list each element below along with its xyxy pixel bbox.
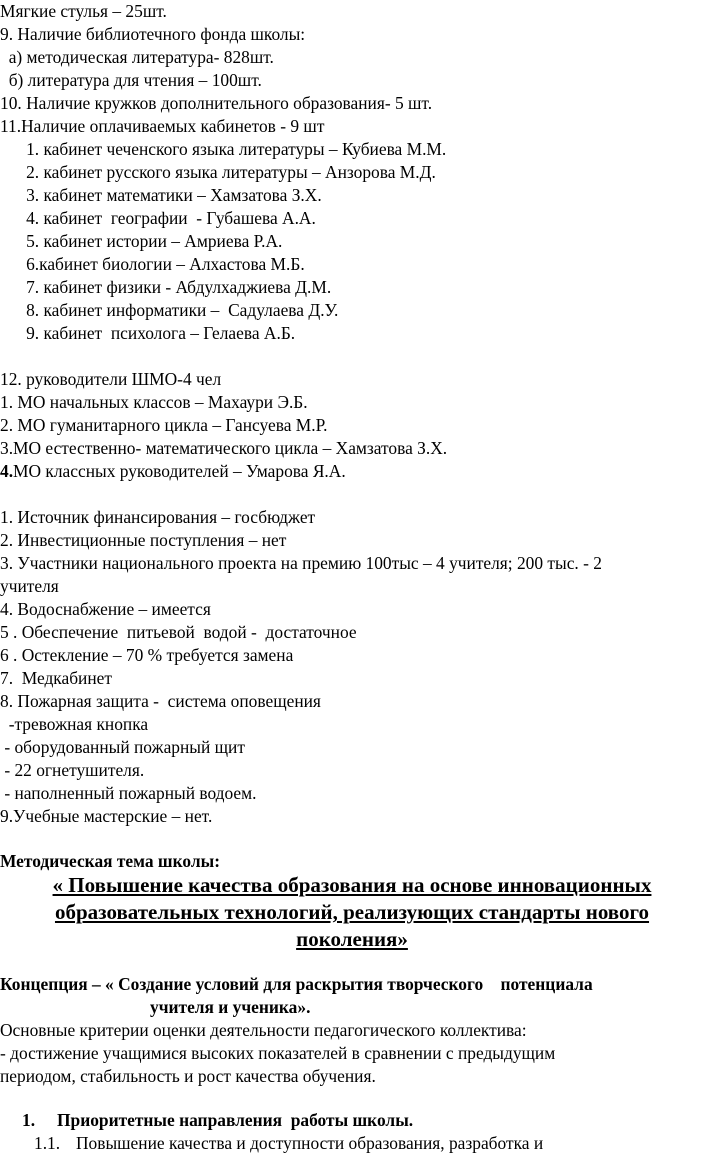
text-line: 1. Источник финансирования – госбюджет	[0, 507, 316, 527]
priority-sub-text: Повышение качества и доступности образования, разработка и	[76, 1133, 544, 1153]
priority-number: 1.	[22, 1110, 36, 1130]
text-line: учителя	[0, 576, 59, 596]
priority-title: Приоритетные направления работы школы.	[57, 1110, 414, 1130]
text-line: - 22 огнетушителя.	[0, 760, 145, 780]
method-theme-line: « Повышение качества образования на основе инновационных	[52, 873, 652, 897]
text-line: 10. Наличие кружков дополнительного образования- 5 шт.	[0, 93, 433, 113]
text-line: 7. Медкабинет	[0, 668, 112, 688]
text-line: 1. кабинет чеченского языка литературы – Кубиева М.М.	[0, 139, 447, 159]
text-line: 4. Водоснабжение – имеется	[0, 599, 211, 619]
concept-line: учителя и ученика».	[150, 997, 311, 1017]
list-number: 4.	[0, 461, 14, 481]
text-line: 9. кабинет психолога – Гелаева А.Б.	[0, 323, 296, 343]
text-line: 8. кабинет информатики – Садулаева Д.У.	[0, 300, 339, 320]
text-line: - наполненный пожарный водоем.	[0, 783, 257, 803]
text-line: 2. Инвестиционные поступления – нет	[0, 530, 287, 550]
method-heading: Методическая тема школы:	[0, 851, 220, 871]
method-theme-line: поколения»	[296, 927, 408, 951]
text-line: 1. МО начальных классов – Махаури Э.Б.	[0, 392, 308, 412]
text-fragment: МО классных руководителей – Умарова Я.А.	[13, 461, 346, 481]
text-line: -тревожная кнопка	[0, 714, 149, 734]
priority-sub-number: 1.1.	[34, 1133, 61, 1153]
text-line: 3. Участники национального проекта на премию 100тыс – 4 учителя; 200 тыс. - 2	[0, 553, 602, 573]
text-line: 9. Наличие библиотечного фонда школы:	[0, 24, 306, 44]
text-line: Мягкие стулья – 25шт.	[0, 1, 167, 21]
criteria-line: - достижение учащимися высоких показателей в сравнении с предыдущим	[0, 1043, 556, 1063]
text-line: 9.Учебные мастерские – нет.	[0, 806, 213, 826]
text-line: 5 . Обеспечение питьевой водой - достаточное	[0, 622, 357, 642]
concept-line: Концепция – « Создание условий для раскрытия творческого потенциала	[0, 974, 593, 994]
text-line: б) литература для чтения – 100шт.	[0, 70, 262, 90]
text-line: 3.МО естественно- математического цикла – Хамзатова З.Х.	[0, 438, 448, 458]
text-line: 2. МО гуманитарного цикла – Гансуева М.Р.	[0, 415, 328, 435]
text-line: а) методическая литература- 828шт.	[0, 47, 274, 67]
criteria-heading: Основные критерии оценки деятельности педагогического коллектива:	[0, 1020, 527, 1040]
text-line: 5. кабинет истории – Амриева Р.А.	[0, 231, 283, 251]
text-line: 12. руководители ШМО-4 чел	[0, 369, 222, 389]
text-line: 6 . Остекление – 70 % требуется замена	[0, 645, 294, 665]
text-line: 4. кабинет географии - Губашева А.А.	[0, 208, 316, 228]
text-line	[0, 460, 346, 483]
text-line: 8. Пожарная защита - система оповещения	[0, 691, 321, 711]
text-line: 11.Наличие оплачиваемых кабинетов - 9 шт	[0, 116, 325, 136]
method-theme-line: образовательных технологий, реализующих стандарты нового	[54, 900, 650, 924]
text-line: 2. кабинет русского языка литературы – Анзорова М.Д.	[0, 162, 436, 182]
text-line: 6.кабинет биологии – Алхастова М.Б.	[0, 254, 305, 274]
criteria-line: периодом, стабильность и рост качества обучения.	[0, 1066, 376, 1086]
text-line: - оборудованный пожарный щит	[0, 737, 245, 757]
text-line: 3. кабинет математики – Хамзатова З.Х.	[0, 185, 322, 205]
text-line: 7. кабинет физики - Абдулхаджиева Д.М.	[0, 277, 332, 297]
